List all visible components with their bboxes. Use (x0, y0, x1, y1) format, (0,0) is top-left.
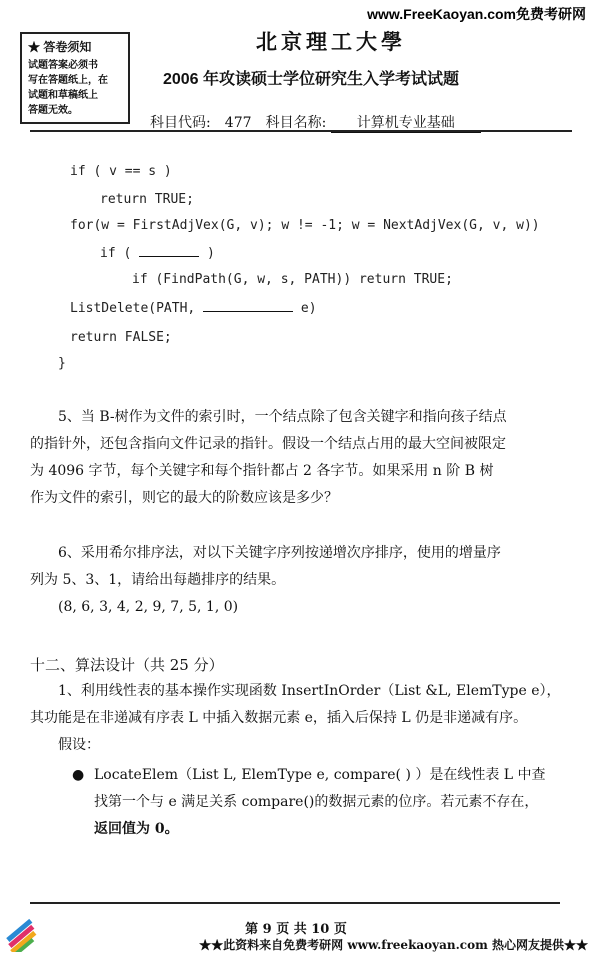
key-sequence: (8, 6, 3, 4, 2, 9, 7, 5, 1, 0) (58, 599, 239, 615)
code-line: if (FindPath(G, w, s, PATH)) return TRUE; (132, 272, 453, 287)
code-line: return TRUE; (100, 192, 194, 207)
code-line: if ( v == s ) (70, 164, 172, 179)
notice-line: 答题无效。 (28, 105, 78, 116)
notice-title: ★ 答卷须知 (28, 40, 92, 54)
subject-name-label: 科目名称: (265, 115, 327, 131)
bullet-item: LocateElem（List L, ElemType e, compare( ) ）是在线性表 L 中查 找第一个与 e 满足关系 compare()的数据元素的位序。若元素不存在， 返回值为 0。 (94, 767, 546, 837)
page-number: 第 9 页 共 10 页 (245, 922, 347, 937)
site-logo-icon (2, 912, 42, 952)
notice-line: 试题答案必须书 (28, 60, 98, 71)
code-line: } (58, 356, 66, 371)
code-line: for(w = FirstAdjVex(G, v); w != -1; w = NextAdjVex(G, v, w)) (70, 218, 540, 233)
question-6: 6、采用希尔排序法，对以下关键字序列按递增次序排序，使用的增量序 列为 5、3、1，请给出每趟排序的结果。 (8, 6, 3, 4, 2, 9, 7, 5, 1, 0) (30, 540, 566, 621)
exam-title: 2006 年攻读硕士学位研究生入学考试试题 (162, 71, 460, 88)
header-divider (30, 130, 572, 132)
section-title: 十二、算法设计（共 25 分） (30, 656, 224, 674)
notice-line: 试题和草稿纸上 (28, 90, 98, 101)
subject-code-label: 科目代码: (150, 115, 211, 131)
subject-name: 计算机专业基础 (331, 112, 481, 133)
subject-code: 477 (215, 115, 261, 132)
answer-blank (203, 311, 293, 312)
notice-line: 写在答题纸上，在 (28, 75, 108, 86)
footer-note: ★★此资料来自免费考研网 www.freekaoyan.com 热心网友提供★★ (199, 938, 588, 952)
answer-blank (139, 256, 199, 257)
code-line: ListDelete(PATH, e) (70, 301, 317, 316)
algorithm-question-1: 1、利用线性表的基本操作实现函数 InsertInOrder（List &L, ElemType e）， 其功能是在非递减有序表 L 中插入数据元素 e，插入后保持 L 仍是非递减有序。 假设： (30, 683, 561, 753)
bullet-icon: ● (72, 767, 85, 783)
question-5: 5、当 B-树作为文件的索引时，一个结点除了包含关键字和指向孩子结点 的指针外，还包含指向文件记录的指针。假设一个结点占用的最大空间被限定 为 4096 字节，每个关键字和每个指针都占 2 各字节。如果采用 n 阶 B 树 作为文件的索引，则它的最大的阶数应该是多少？ (30, 409, 507, 506)
footer-divider (30, 902, 560, 904)
code-line: if ( ) (100, 246, 215, 261)
site-watermark: www.FreeKaoyan.com免费考研网 (367, 6, 586, 22)
university-name: 北京理工大學 (256, 29, 406, 54)
code-line: return FALSE; (70, 330, 172, 345)
